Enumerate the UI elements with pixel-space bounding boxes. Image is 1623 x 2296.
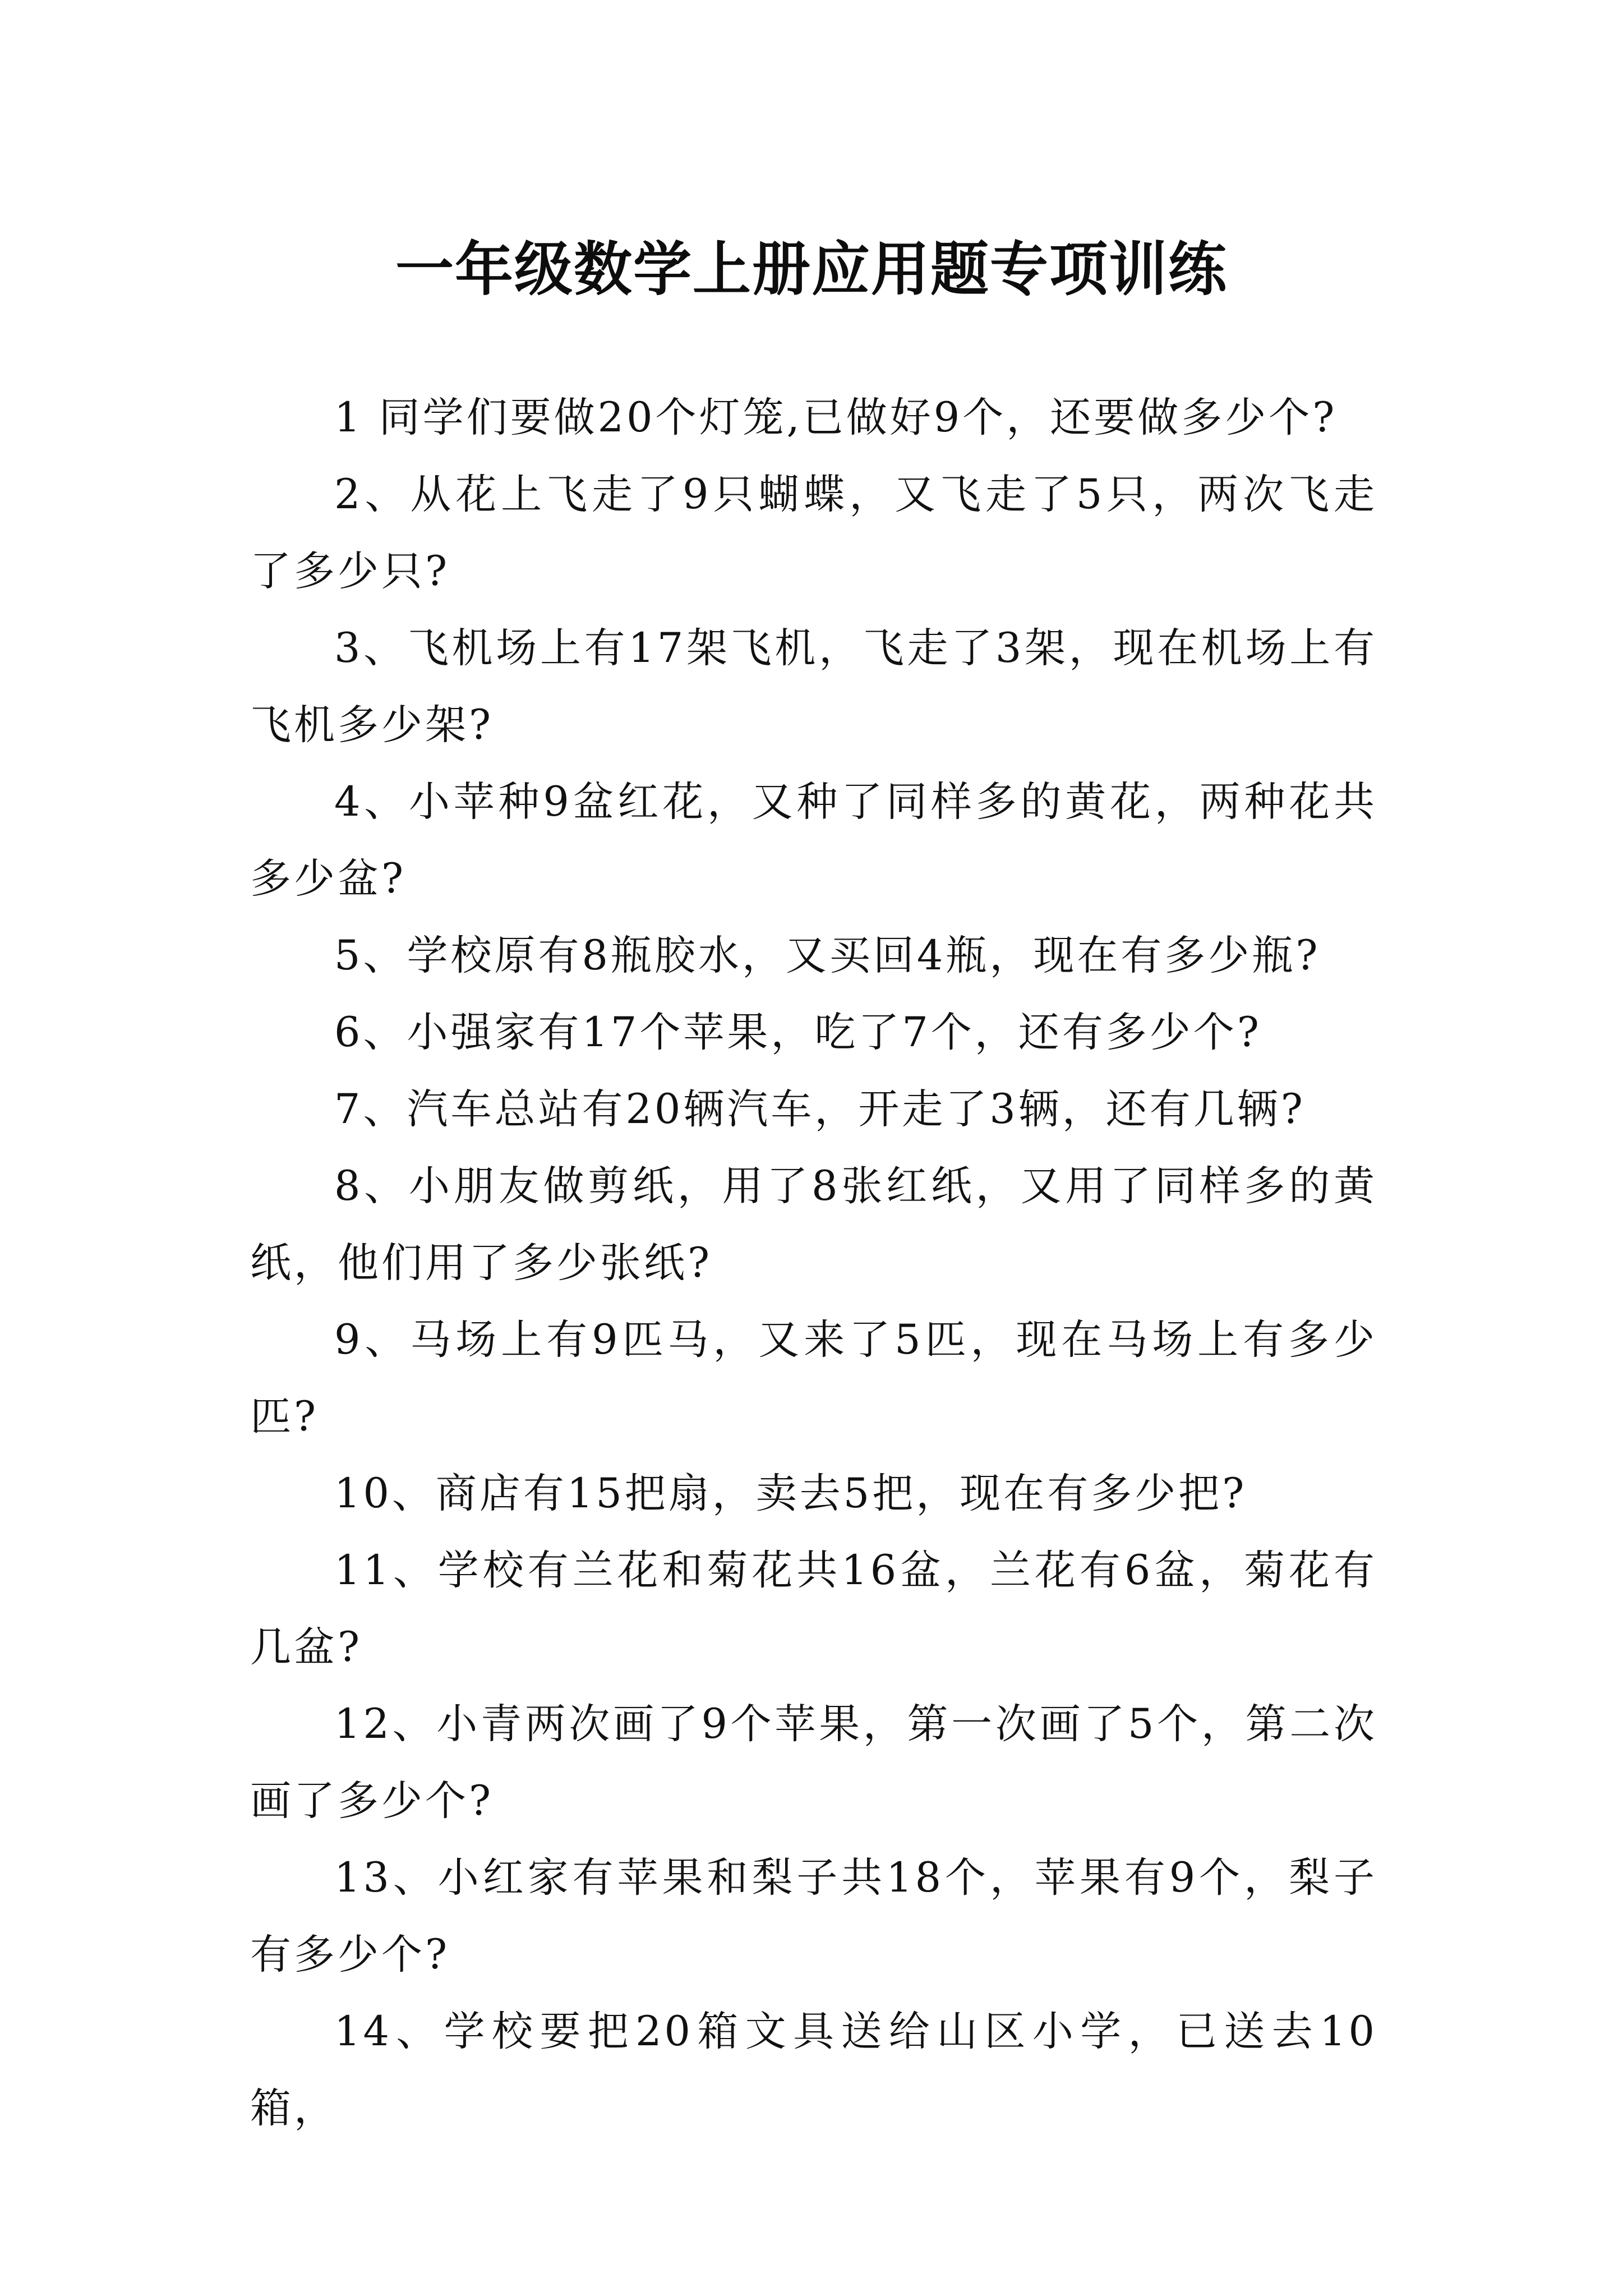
problem-12: 12、小青两次画了9个苹果，第一次画了5个，第二次画了多少个? <box>250 1700 1377 1825</box>
problem-list <box>250 379 1377 2147</box>
problem-10: 10、商店有15把扇，卖去5把，现在有多少把? <box>334 1470 1247 1517</box>
problem-8: 8、小朋友做剪纸，用了8张红纸，又用了同样多的黄纸，他们用了多少张纸? <box>250 1162 1377 1287</box>
problem-14: 14、学校要把20箱文具送给山区小学，已送去10箱， <box>250 2008 1377 2132</box>
problem-9: 9、马场上有9匹马，又来了5匹，现在马场上有多少匹? <box>250 1316 1377 1441</box>
problem-5: 5、学校原有8瓶胶水，又买回4瓶，现在有多少瓶? <box>334 932 1321 979</box>
problem-13: 13、小红家有苹果和梨子共18个，苹果有9个，梨子有多少个? <box>250 1854 1377 1978</box>
problem-2: 2、从花上飞走了9只蝴蝶，又飞走了5只，两次飞走了多少只? <box>250 471 1377 595</box>
problem-7: 7、汽车总站有20辆汽车，开走了3辆，还有几辆? <box>334 1085 1306 1133</box>
problem-6: 6、小强家有17个苹果，吃了7个，还有多少个? <box>334 1009 1262 1056</box>
problem-3: 3、飞机场上有17架飞机，飞走了3架，现在机场上有飞机多少架? <box>250 624 1377 749</box>
problem-1: 1 同学们要做20个灯笼,已做好9个，还要做多少个? <box>334 394 1338 441</box>
page-title: 一年级数学上册应用题专项训练 <box>395 234 1228 303</box>
problem-11: 11、学校有兰花和菊花共16盆，兰花有6盆，菊花有几盆? <box>250 1547 1377 1671</box>
problem-4: 4、小苹种9盆红花，又种了同样多的黄花，两种花共多少盆? <box>250 778 1377 903</box>
